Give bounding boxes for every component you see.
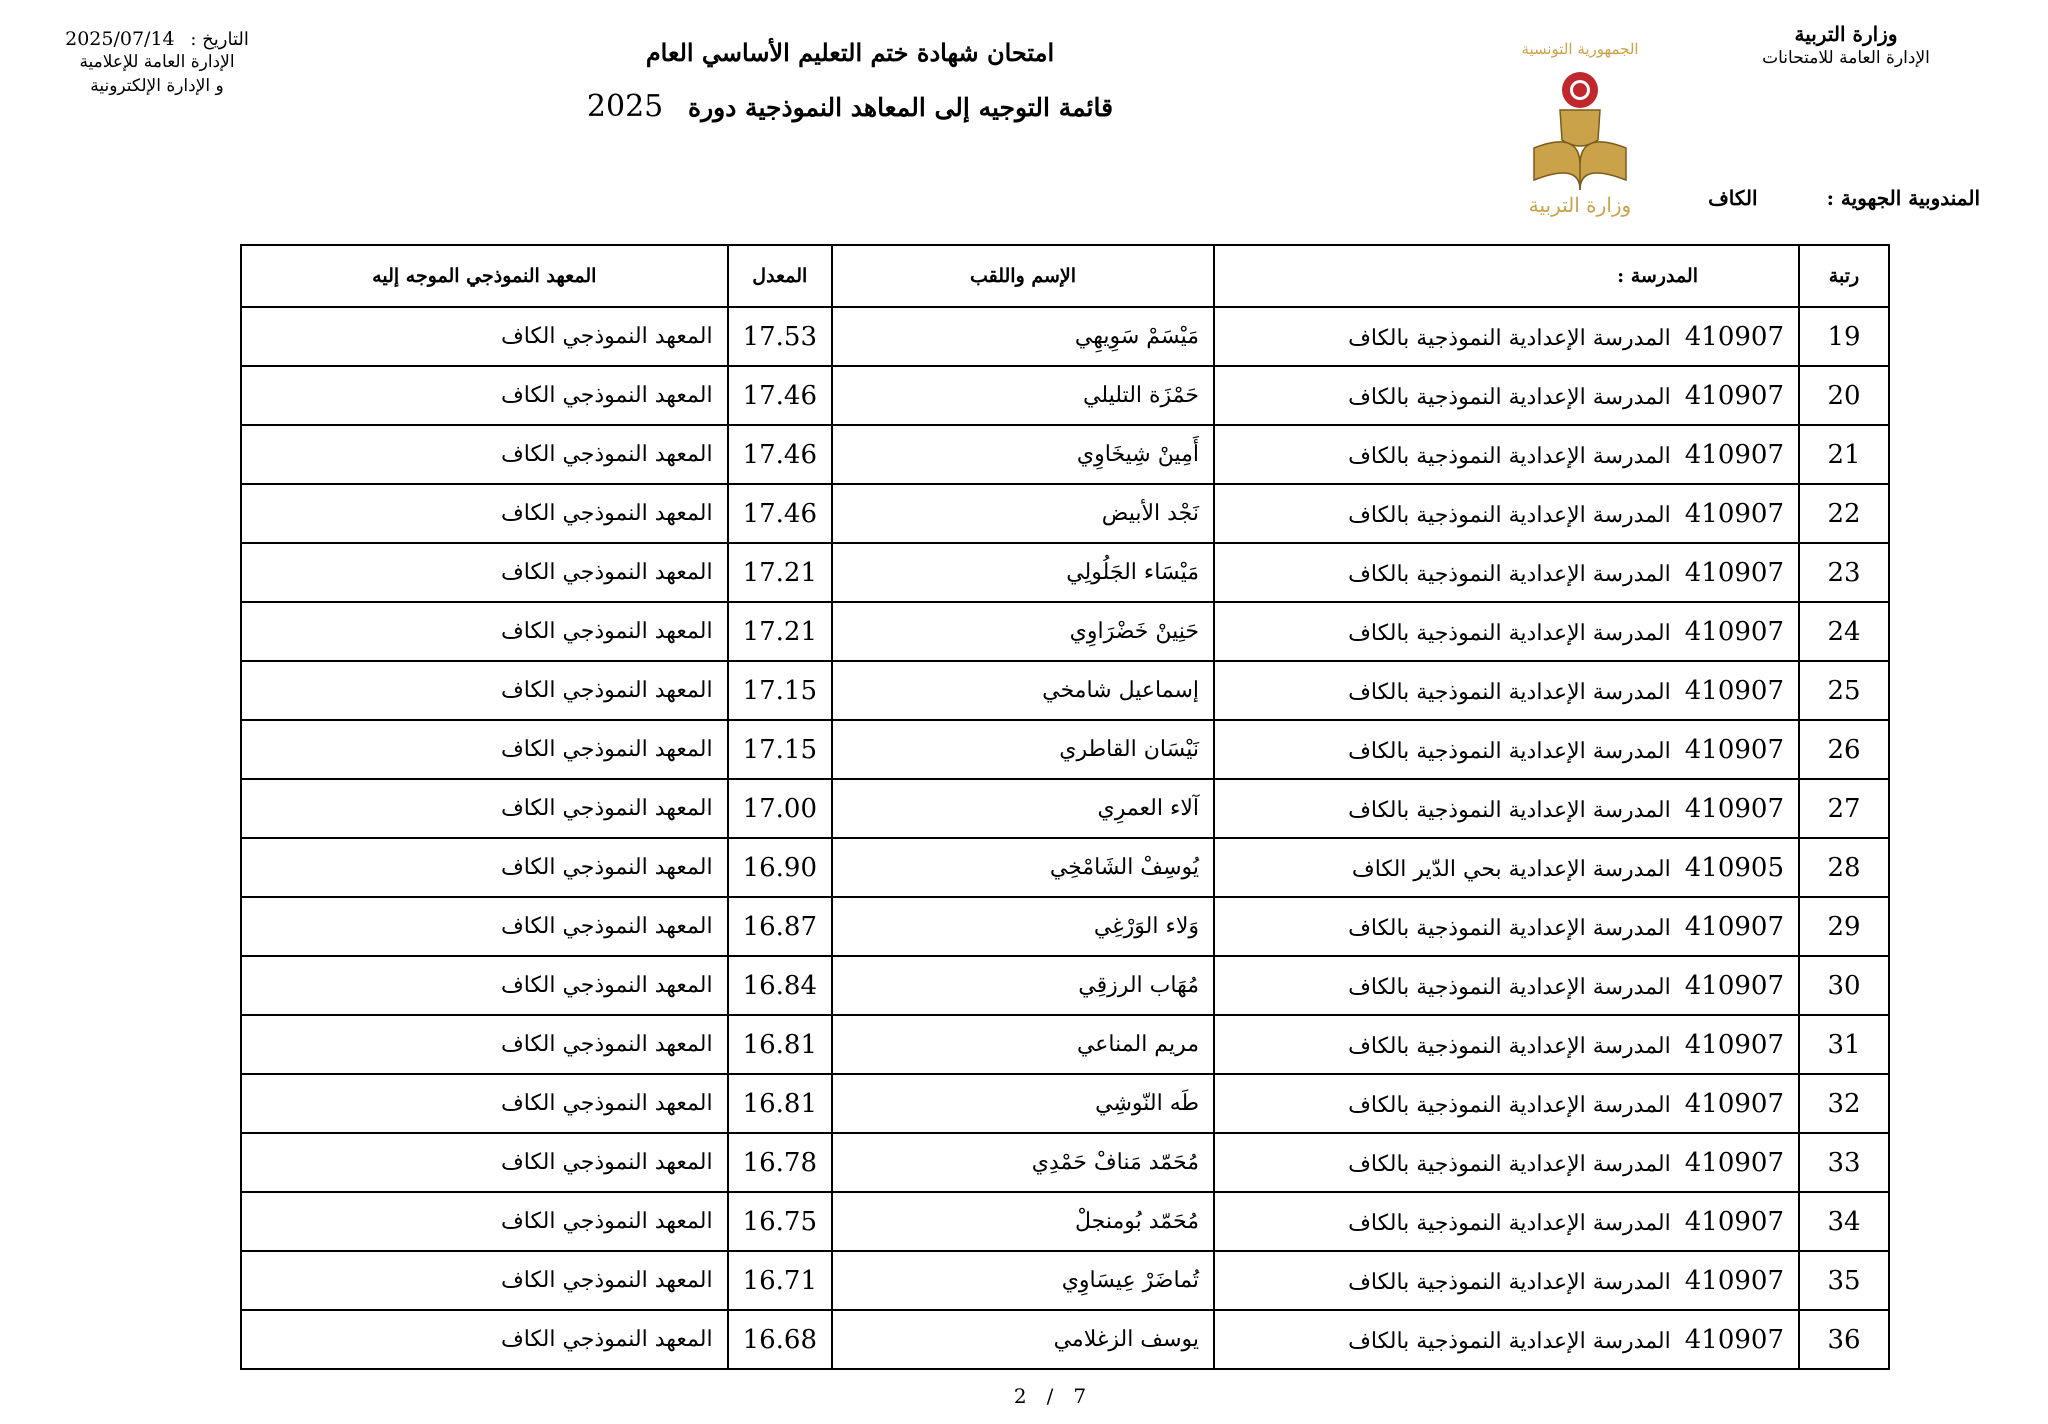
cell-average: 17.15 <box>728 720 832 779</box>
cell-rank: 21 <box>1799 425 1889 484</box>
region-value: الكاف <box>1708 186 1758 210</box>
cell-school <box>1214 1015 1799 1074</box>
table-row <box>241 1133 1889 1192</box>
cell-institute: المعهد النموذجي الكاف <box>241 661 728 720</box>
cell-average: 17.46 <box>728 425 832 484</box>
cell-institute: المعهد النموذجي الكاف <box>241 307 728 366</box>
cell-rank: 36 <box>1799 1310 1889 1369</box>
table-row <box>241 897 1889 956</box>
cell-rank: 29 <box>1799 897 1889 956</box>
table-header-row <box>241 245 1889 307</box>
cell-student-name: نَجْد الأبيض <box>832 484 1214 543</box>
cell-school <box>1214 661 1799 720</box>
school-code: 410907 <box>1684 793 1784 824</box>
cell-institute: المعهد النموذجي الكاف <box>241 956 728 1015</box>
cell-rank: 22 <box>1799 484 1889 543</box>
cell-school <box>1214 779 1799 838</box>
school-code: 410907 <box>1684 321 1784 352</box>
table-row <box>241 720 1889 779</box>
school-code: 410907 <box>1684 380 1784 411</box>
header-rank: رتبة <box>1799 245 1889 307</box>
school-code: 410907 <box>1684 1324 1784 1355</box>
cell-student-name: مريم المناعي <box>832 1015 1214 1074</box>
school-name: المدرسة الإعدادية النموذجية بالكاف <box>1348 1210 1671 1236</box>
school-name: المدرسة الإعدادية النموذجية بالكاف <box>1348 679 1671 705</box>
cell-institute: المعهد النموذجي الكاف <box>241 366 728 425</box>
cell-school <box>1214 720 1799 779</box>
school-code: 410907 <box>1684 557 1784 588</box>
cell-school <box>1214 1310 1799 1369</box>
cell-student-name: مُحَمّد مَنافْ حَمْدِي <box>832 1133 1214 1192</box>
cell-institute: المعهد النموذجي الكاف <box>241 425 728 484</box>
region-line <box>1708 186 1980 210</box>
school-name: المدرسة الإعدادية النموذجية بالكاف <box>1348 915 1671 941</box>
cell-school <box>1214 838 1799 897</box>
cell-average: 16.90 <box>728 838 832 897</box>
school-name: المدرسة الإعدادية النموذجية بالكاف <box>1348 1092 1671 1118</box>
cell-institute: المعهد النموذجي الكاف <box>241 1310 728 1369</box>
header-school: المدرسة : <box>1214 245 1799 307</box>
cell-average: 16.71 <box>728 1251 832 1310</box>
cell-rank: 23 <box>1799 543 1889 602</box>
cell-average: 17.00 <box>728 779 832 838</box>
cell-school <box>1214 1133 1799 1192</box>
emblem-top-text: الجمهورية التونسية <box>1521 40 1639 58</box>
cell-rank: 35 <box>1799 1251 1889 1310</box>
cell-student-name: نَيْسَان القاطري <box>832 720 1214 779</box>
school-name: المدرسة الإعدادية النموذجية بالكاف <box>1348 974 1671 1000</box>
school-name: المدرسة الإعدادية النموذجية بالكاف <box>1348 325 1671 351</box>
cell-school <box>1214 602 1799 661</box>
cell-school <box>1214 543 1799 602</box>
cell-rank: 33 <box>1799 1133 1889 1192</box>
cell-school <box>1214 1251 1799 1310</box>
table-row <box>241 366 1889 425</box>
cell-student-name: حَنِينْ خَضْرَاوِي <box>832 602 1214 661</box>
school-code: 410907 <box>1684 1088 1784 1119</box>
table-row <box>241 779 1889 838</box>
school-name: المدرسة الإعدادية النموذجية بالكاف <box>1348 797 1671 823</box>
table-row <box>241 602 1889 661</box>
table-row <box>241 1310 1889 1369</box>
date-value: 2025/07/14 <box>65 28 175 50</box>
cell-student-name: آلاء العمرِي <box>832 779 1214 838</box>
school-name: المدرسة الإعدادية النموذجية بالكاف <box>1348 561 1671 587</box>
ministry-name: وزارة التربية <box>1794 22 1898 46</box>
cell-student-name: حَمْزَة التليلي <box>832 366 1214 425</box>
school-code: 410907 <box>1684 1029 1784 1060</box>
school-code: 410907 <box>1684 970 1784 1001</box>
school-code: 410907 <box>1684 616 1784 647</box>
cell-school <box>1214 484 1799 543</box>
page-separator: / <box>1046 1384 1074 1408</box>
cell-school <box>1214 307 1799 366</box>
cell-institute: المعهد النموذجي الكاف <box>241 602 728 661</box>
cell-average: 17.46 <box>728 366 832 425</box>
table-row <box>241 425 1889 484</box>
orientation-table <box>240 244 1890 1370</box>
date-label: التاريخ : <box>190 29 249 50</box>
cell-rank: 34 <box>1799 1192 1889 1251</box>
school-name: المدرسة الإعدادية النموذجية بالكاف <box>1348 1328 1671 1354</box>
office-line-1: الإدارة العامة للإعلامية <box>79 52 235 72</box>
cell-rank: 26 <box>1799 720 1889 779</box>
table-row <box>241 661 1889 720</box>
school-name: المدرسة الإعدادية النموذجية بالكاف <box>1348 443 1671 469</box>
cell-rank: 32 <box>1799 1074 1889 1133</box>
date-line <box>52 28 262 50</box>
cell-average: 16.81 <box>728 1074 832 1133</box>
school-code: 410907 <box>1684 1265 1784 1296</box>
cell-student-name: وَلاء الوَرْغِي <box>832 897 1214 956</box>
cell-average: 16.78 <box>728 1133 832 1192</box>
table-row <box>241 1251 1889 1310</box>
cell-institute: المعهد النموذجي الكاف <box>241 484 728 543</box>
cell-average: 16.75 <box>728 1192 832 1251</box>
cell-school <box>1214 366 1799 425</box>
school-code: 410907 <box>1684 498 1784 529</box>
cell-rank: 28 <box>1799 838 1889 897</box>
cell-average: 17.46 <box>728 484 832 543</box>
table-row <box>241 1074 1889 1133</box>
cell-average: 17.21 <box>728 602 832 661</box>
school-code: 410907 <box>1684 911 1784 942</box>
department-name: الإدارة العامة للامتحانات <box>1762 48 1930 68</box>
school-name: المدرسة الإعدادية النموذجية بالكاف <box>1348 1033 1671 1059</box>
cell-rank: 31 <box>1799 1015 1889 1074</box>
cell-school <box>1214 897 1799 956</box>
cell-student-name: إسماعيل شامخي <box>832 661 1214 720</box>
cell-student-name: مَيْسَمْ سَوِيهِي <box>832 307 1214 366</box>
cell-institute: المعهد النموذجي الكاف <box>241 1251 728 1310</box>
cell-rank: 30 <box>1799 956 1889 1015</box>
ministry-header <box>1726 22 1966 68</box>
table-row <box>241 543 1889 602</box>
cell-average: 16.81 <box>728 1015 832 1074</box>
table-row <box>241 307 1889 366</box>
cell-student-name: مُهَاب الرزقِي <box>832 956 1214 1015</box>
school-name: المدرسة الإعدادية النموذجية بالكاف <box>1348 384 1671 410</box>
cell-student-name: تُماضَرْ عِيسَاوِي <box>832 1251 1214 1310</box>
document-titles <box>540 38 1160 124</box>
cell-student-name: طَه النّوشِي <box>832 1074 1214 1133</box>
table-row <box>241 838 1889 897</box>
school-name: المدرسة الإعدادية النموذجية بالكاف <box>1348 620 1671 646</box>
cell-institute: المعهد النموذجي الكاف <box>241 1133 728 1192</box>
page-current: 2 <box>1013 1384 1047 1408</box>
cell-average: 17.21 <box>728 543 832 602</box>
school-name: المدرسة الإعدادية النموذجية بالكاف <box>1348 1151 1671 1177</box>
cell-school <box>1214 956 1799 1015</box>
cell-average: 17.53 <box>728 307 832 366</box>
cell-rank: 27 <box>1799 779 1889 838</box>
page-number <box>1000 1384 1120 1408</box>
school-code: 410907 <box>1684 734 1784 765</box>
cell-institute: المعهد النموذجي الكاف <box>241 838 728 897</box>
header-institute: المعهد النموذجي الموجه إليه <box>241 245 728 307</box>
school-name: المدرسة الإعدادية بحي الدّير الكاف <box>1351 856 1671 882</box>
table-row <box>241 484 1889 543</box>
date-block <box>52 28 262 98</box>
cell-institute: المعهد النموذجي الكاف <box>241 897 728 956</box>
cell-institute: المعهد النموذجي الكاف <box>241 1074 728 1133</box>
school-name: المدرسة الإعدادية النموذجية بالكاف <box>1348 502 1671 528</box>
cell-rank: 24 <box>1799 602 1889 661</box>
page-total: 7 <box>1073 1384 1107 1408</box>
school-name: المدرسة الإعدادية النموذجية بالكاف <box>1348 1269 1671 1295</box>
cell-student-name: يوسف الزغلامي <box>832 1310 1214 1369</box>
cell-institute: المعهد النموذجي الكاف <box>241 720 728 779</box>
cell-institute: المعهد النموذجي الكاف <box>241 543 728 602</box>
cell-rank: 20 <box>1799 366 1889 425</box>
cell-average: 16.84 <box>728 956 832 1015</box>
cell-institute: المعهد النموذجي الكاف <box>241 1015 728 1074</box>
school-name: المدرسة الإعدادية النموذجية بالكاف <box>1348 738 1671 764</box>
office-line-2: و الإدارة الإلكترونية <box>90 76 224 96</box>
table-row <box>241 956 1889 1015</box>
republic-emblem <box>1520 30 1640 220</box>
exam-title: امتحان شهادة ختم التعليم الأساسي العام <box>645 38 1055 67</box>
list-title <box>540 89 1160 124</box>
school-code: 410907 <box>1684 1147 1784 1178</box>
cell-student-name: أَمِينْ شِيخَاوِي <box>832 425 1214 484</box>
table-row <box>241 1192 1889 1251</box>
header-average: المعدل <box>728 245 832 307</box>
session-year: 2025 <box>586 89 664 124</box>
cell-school <box>1214 1192 1799 1251</box>
cell-average: 17.15 <box>728 661 832 720</box>
table-row <box>241 1015 1889 1074</box>
cell-rank: 19 <box>1799 307 1889 366</box>
cell-student-name: مَيْسَاء الجَلُولِي <box>832 543 1214 602</box>
cell-school <box>1214 1074 1799 1133</box>
cell-rank: 25 <box>1799 661 1889 720</box>
cell-student-name: مُحَمّد بُومنجلْ <box>832 1192 1214 1251</box>
school-code: 410905 <box>1684 852 1784 883</box>
cell-institute: المعهد النموذجي الكاف <box>241 779 728 838</box>
school-code: 410907 <box>1684 439 1784 470</box>
cell-average: 16.68 <box>728 1310 832 1369</box>
school-code: 410907 <box>1684 675 1784 706</box>
school-code: 410907 <box>1684 1206 1784 1237</box>
cell-institute: المعهد النموذجي الكاف <box>241 1192 728 1251</box>
region-label: المندوبية الجهوية : <box>1826 186 1980 210</box>
list-title-text: قائمة التوجيه إلى المعاهد النموذجية دورة <box>687 93 1114 122</box>
cell-average: 16.87 <box>728 897 832 956</box>
emblem-bottom-text: وزارة التربية <box>1528 193 1632 217</box>
header-name: الإسم واللقب <box>832 245 1214 307</box>
cell-school <box>1214 425 1799 484</box>
cell-student-name: يُوسِفْ الشَامْخِي <box>832 838 1214 897</box>
